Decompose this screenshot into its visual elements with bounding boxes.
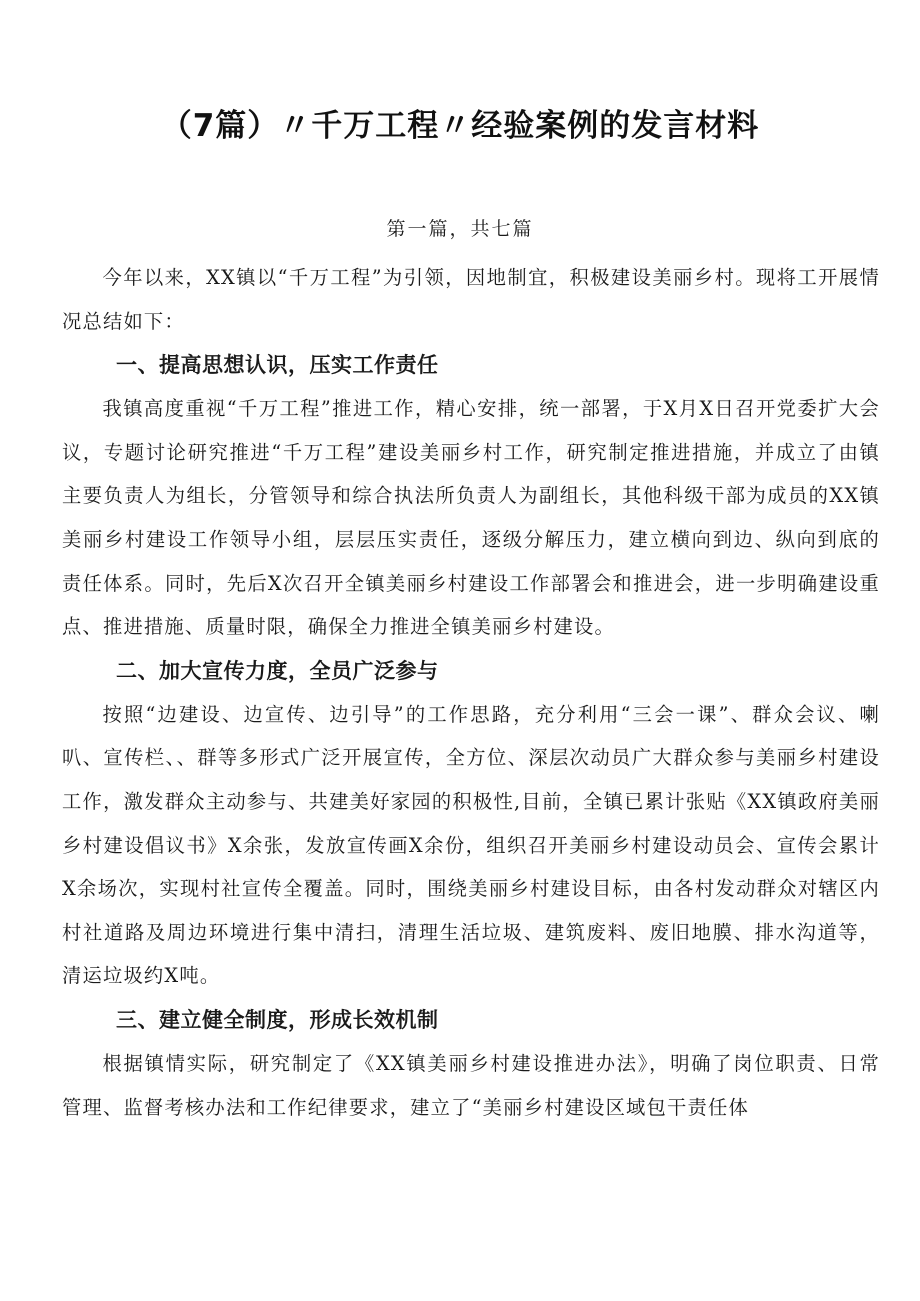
document-body (62, 256, 880, 1129)
document-title: （7篇）〃千万工程〃经验案例的发言材料 (160, 108, 760, 144)
section-paragraph-3: 根据镇情实际，研究制定了《XX镇美丽乡村建设推进办法》，明确了岗位职责、日常管理、监督考核办法和工作纪律要求，建立了“美丽乡村建设区域包干责任体 (62, 1051, 880, 1119)
section-heading-2: 二、加大宣传力度，全员广泛参与 (116, 658, 439, 683)
section-heading-1: 一、提高思想认识，压实工作责任 (116, 353, 439, 378)
section-paragraph-1: 我镇高度重视“千万工程”推进工作，精心安排，统一部署，于X月X日召开党委扩大会议，专题讨论研究推进“千万工程”建设美丽乡村工作，研究制定推进措施，并成立了由镇主要负责人为组长，分管领导和综合执法所负责人为副组长，其他科级干部为成员的XX镇美丽乡村建设工作领导小组，层层压实责任，逐级分解压力，建立横向到边、纵向到底的责任体系。同时，先后X次召开全镇美丽乡村建设工作部署会和推进会，进一步明确建设重点、推进措施、质量时限，确保全力推进全镇美丽乡村建设。 (62, 397, 880, 639)
section-heading-3: 三、建立健全制度，形成长效机制 (116, 1007, 439, 1032)
document-subtitle: 第一篇，共七篇 (386, 218, 534, 240)
intro-paragraph: 今年以来，XX镇以“千万工程”为引领，因地制宜，积极建设美丽乡村。现将工开展情况总结如下： (62, 266, 880, 333)
section-paragraph-2: 按照“边建设、边宣传、边引导”的工作思路，充分利用“三会一课”、群众会议、喇叭、宣传栏、、群等多形式广泛开展宣传，全方位、深层次动员广大群众参与美丽乡村建设工作，激发群众主动参与、共建美好家园的积极性,目前，全镇已累计张贴《XX镇政府美丽乡村建设倡议书》X余张，发放宣传画X余份，组织召开美丽乡村建设动员会、宣传会累计X余场次，实现村社宣传全覆盖。同时，围绕美丽乡村建设目标，由各村发动群众对辖区内村社道路及周边环境进行集中清扫，清理生活垃圾、建筑废料、废旧地膜、排水沟道等，清运垃圾约X吨。 (62, 702, 880, 988)
